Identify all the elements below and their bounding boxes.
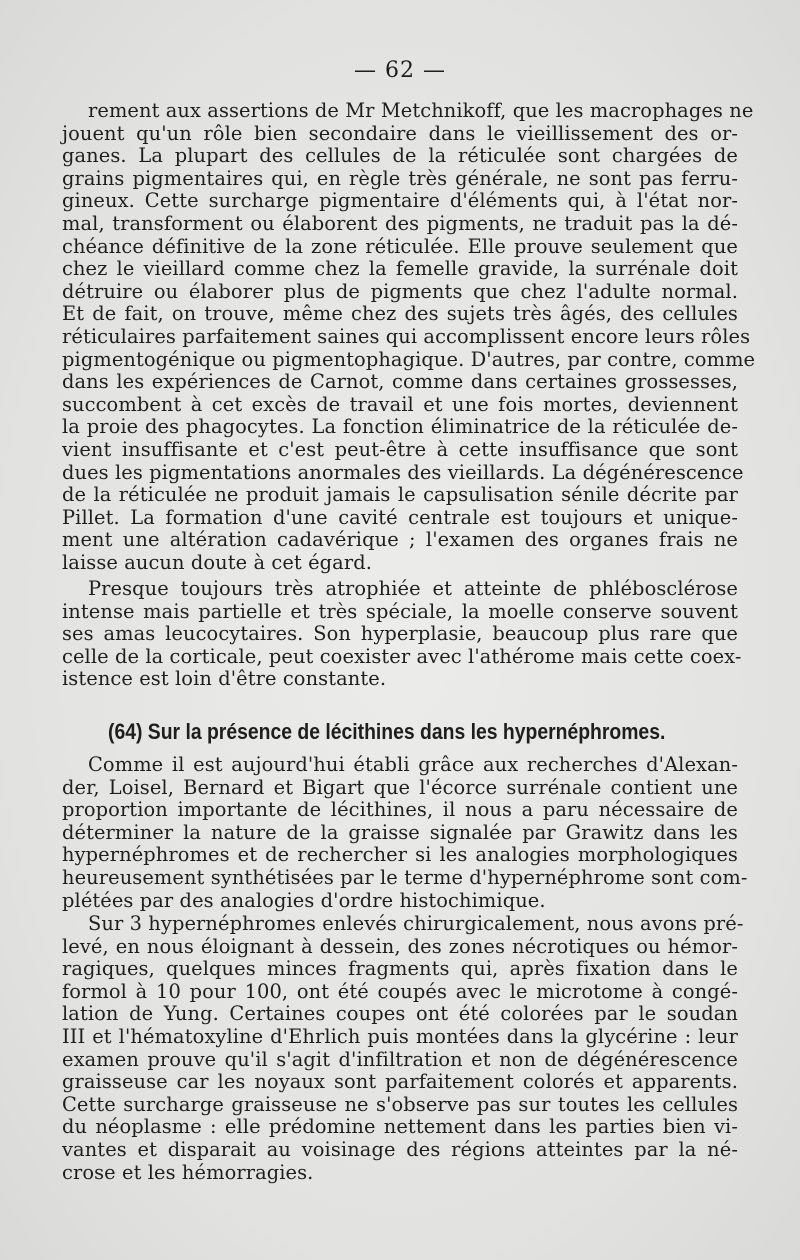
paragraph-1	[62, 99, 756, 574]
text-line: celle de la corticale, peut coexister avec l'athérome mais cette coex-	[62, 644, 742, 668]
text-line: formol à 10 pour 100, ont été coupés avec le microtome à congé-	[62, 979, 738, 1003]
text-line: déterminer la nature de la graisse signalée par Grawitz dans les	[62, 820, 738, 844]
text-line: de la réticulée ne produit jamais le capsulisation sénile décrite par	[62, 483, 738, 507]
paragraph-4	[62, 912, 744, 1184]
page-number: — 62 —	[354, 58, 446, 83]
text-line: hypernéphromes et de rechercher si les analogies morphologiques	[62, 843, 738, 867]
text-line: chez le vieillard comme chez la femelle gravide, la surrénale doit	[62, 257, 738, 281]
text-line: vantes et disparait au voisinage des régions atteintes par la né-	[62, 1137, 738, 1161]
text-line: lation de Yung. Certaines coupes ont été colorées par le soudan	[62, 1002, 738, 1026]
text-line: examen prouve qu'il s'agit d'infiltration et non de dégénérescence	[62, 1047, 738, 1071]
text-line: istence est loin d'être constante.	[62, 667, 387, 691]
text-line: heureusement synthétisées par le terme d'hypernéphrome sont com-	[62, 865, 748, 889]
text-line: dues les pigmentations anormales des vieillards. La dégénérescence	[62, 460, 744, 484]
text-line: gineux. Cette surcharge pigmentaire d'éléments qui, à l'état nor-	[62, 189, 738, 213]
text-line: ses amas leucocytaires. Son hyperplasie, beaucoup plus rare que	[62, 622, 738, 646]
text-line: Sur 3 hypernéphromes enlevés chirurgicalement, nous avons pré-	[88, 912, 744, 935]
paragraph-3	[62, 753, 748, 912]
text-line: jouent qu'un rôle bien secondaire dans le vieillissement des or-	[62, 121, 738, 145]
text-line: crose et les hémorragies.	[62, 1160, 314, 1184]
text-line: intense mais partielle et très spéciale, la moelle conserve souvent	[62, 599, 738, 623]
text-line: vient insuffisante et c'est peut-être à cette insuffisance que sont	[62, 437, 738, 461]
text-line: plétées par des analogies d'ordre histochimique.	[62, 888, 546, 912]
paragraph-2	[62, 577, 742, 691]
text-line: Cette surcharge graisseuse ne s'observe pas sur toutes les cellules	[62, 1092, 738, 1116]
text-line: détruire ou élaborer plus de pigments que chez l'adulte normal.	[62, 279, 738, 303]
text-line: proportion importante de lécithines, il nous a paru nécessaire de	[62, 798, 738, 822]
text-line: du néoplasme : elle prédomine nettement dans les parties bien vi-	[62, 1115, 738, 1139]
text-line: chéance définitive de la zone réticulée. Elle prouve seulement que	[62, 234, 738, 258]
text-line: mal, transforment ou élaborent des pigments, ne traduit pas la dé-	[62, 211, 738, 235]
text-line: ganes. La plupart des cellules de la réticulée sont chargées de	[62, 144, 738, 168]
text-line: réticulaires parfaitement saines qui accomplissent encore leurs rôles	[62, 324, 751, 348]
text-line: Presque toujours très atrophiée et atteinte de phlébosclérose	[88, 577, 738, 600]
text-line: levé, en nous éloignant à dessein, des zones nécrotiques ou hémor-	[62, 934, 738, 958]
text-line: rement aux assertions de Mr Metchnikoff, que les macrophages ne	[88, 99, 754, 122]
text-line: laisse aucun doute à cet égard.	[62, 550, 372, 574]
text-line: succombent à cet excès de travail et une fois mortes, deviennent	[62, 392, 738, 416]
text-line: dans les expériences de Carnot, comme dans certaines grossesses,	[62, 370, 738, 394]
text-line: Pillet. La formation d'une cavité centrale est toujours et unique-	[62, 505, 738, 529]
text-line: ment une altération cadavérique ; l'examen des organes frais ne	[62, 528, 738, 552]
text-line: graisseuse car les noyaux sont parfaitement colorés et apparents.	[62, 1070, 738, 1094]
text-line: pigmentogénique ou pigmentophagique. D'autres, par contre, comme	[62, 347, 756, 371]
text-line: III et l'hématoxyline d'Ehrlich puis montées dans la glycérine : leur	[62, 1024, 738, 1048]
text-line: la proie des phagocytes. La fonction éliminatrice de la réticulée de-	[62, 415, 738, 439]
text-line: Comme il est aujourd'hui établi grâce aux recherches d'Alexan-	[88, 753, 738, 776]
text-line: der, Loisel, Bernard et Bigart que l'écorce surrénale contient une	[62, 775, 738, 799]
text-line: Et de fait, on trouve, même chez des sujets très âgés, des cellules	[62, 302, 738, 326]
text-line: ragiques, quelques minces fragments qui, après fixation dans le	[62, 957, 738, 981]
text-line: grains pigmentaires qui, en règle très générale, ne sont pas ferru-	[62, 166, 738, 190]
section-heading: (64) Sur la présence de lécithines dans les hypernéphromes.	[108, 719, 666, 744]
